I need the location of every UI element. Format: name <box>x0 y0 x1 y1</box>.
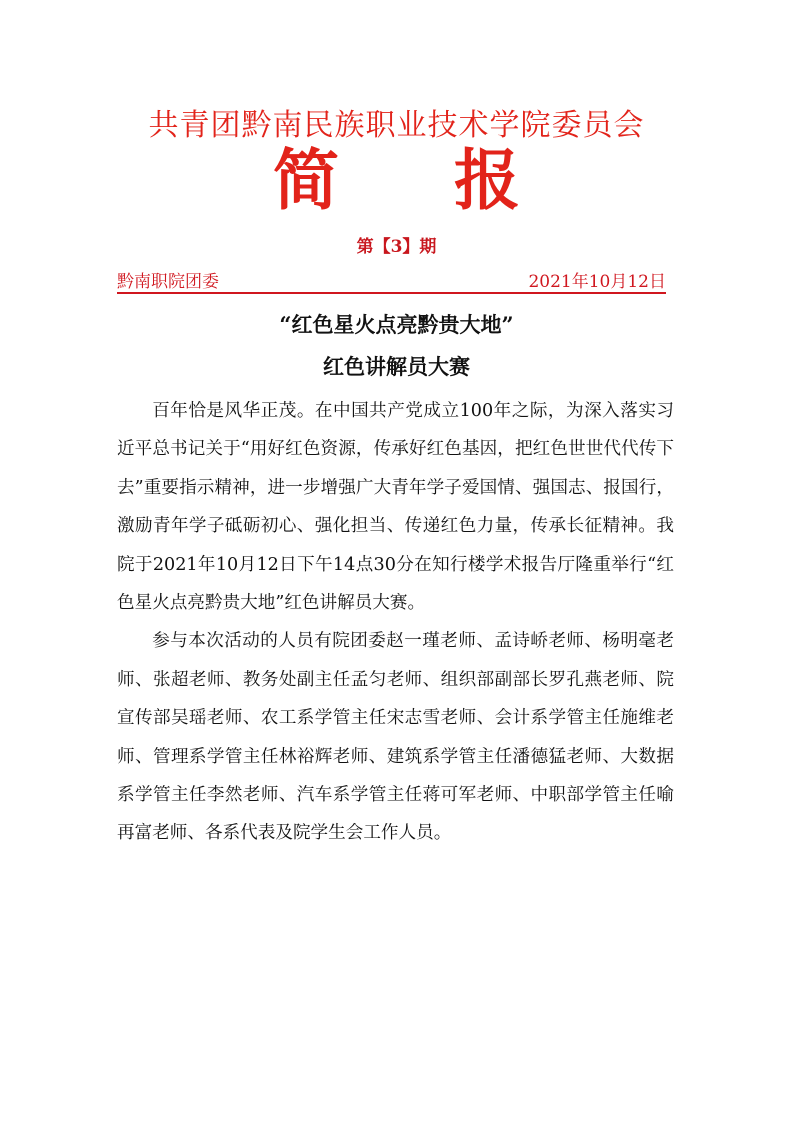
masthead-char-bao: 报 <box>454 141 520 219</box>
issue-number-line <box>0 232 793 257</box>
publisher-date-row <box>117 270 666 292</box>
masthead-char-jian: 简 <box>273 141 339 219</box>
header-divider <box>117 292 666 294</box>
issue-prefix: 第 <box>356 237 374 257</box>
article-paragraph-2: 参与本次活动的人员有院团委赵一瑾老师、孟诗峤老师、杨明毫老师、张超老师、教务处副主任孟匀老师、组织部副部长罗孔燕老师、院宣传部吴瑶老师、农工系学管主任宋志雪老师、会计系学管主任施维老师、管理系学管主任林裕辉老师、建筑系学管主任潘德猛老师、大数据系学管主任李然老师、汽车系学管主任蒋可军老师、中职部学管主任喻再富老师、各系代表及院学生会工作人员。 <box>117 631 674 844</box>
bulletin-masthead <box>0 140 793 220</box>
article-title-line-2: 红色讲解员大赛 <box>323 354 470 379</box>
article-title-line-1: “红色星火点亮黔贵大地” <box>279 312 514 337</box>
publish-date: 2021年10月12日 <box>528 272 666 292</box>
article-paragraph-1: 百年恰是风华正茂。在中国共产党成立100年之际，为深入落实习近平总书记关于“用好红色资源，传承好红色基因，把红色世世代代传下去”重要指示精神，进一步增强广大青年学子爱国情、强国志、报国行，激励青年学子砥砺初心、强化担当、传递红色力量，传承长征精神。我院于2021年10月12日下午14点30分在知行楼学术报告厅隆重举行“红色星火点亮黔贵大地”红色讲解员大赛。 <box>117 401 674 614</box>
issue-suffix: 期 <box>419 237 437 257</box>
publisher-name: 黔南职院团委 <box>117 272 219 292</box>
article-body <box>117 392 674 853</box>
issue-number: 【3】 <box>373 237 420 257</box>
organization-title: 共青团黔南民族职业技术学院委员会 <box>148 108 645 143</box>
